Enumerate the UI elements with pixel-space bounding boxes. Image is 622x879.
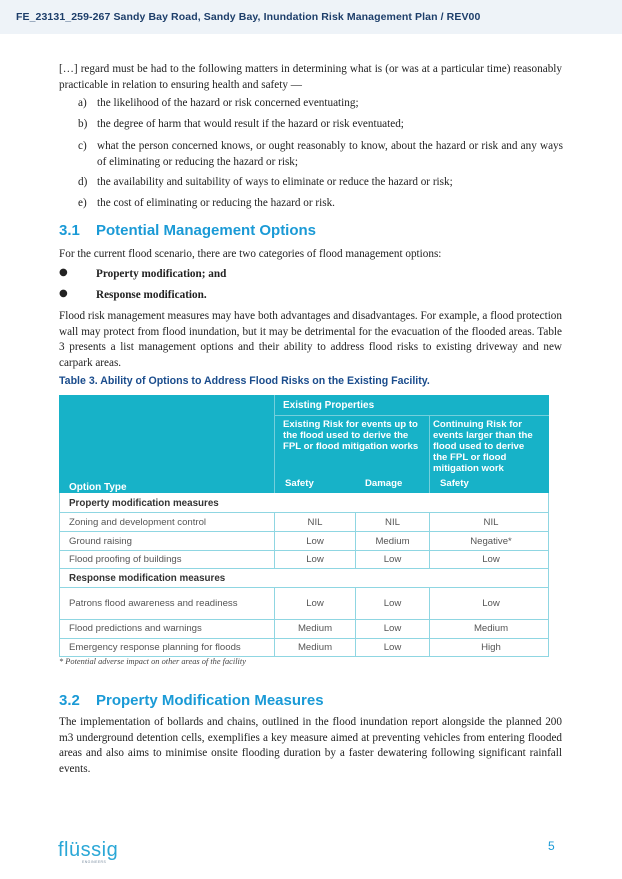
sub-header-line: flood used to derive [433,441,525,452]
list-marker: d) [78,176,88,188]
table-group-label: Property modification measures [69,498,219,509]
page-header-bar [0,0,622,34]
safety-cell: Medium [297,623,333,634]
damage-cell: Low [383,623,402,634]
table-border [59,493,60,657]
section-paragraph: The implementation of bollards and chains, outlined in the flood inundation report alongside the planned 200 m3 underground detention cells, exemplifies a key measure aimed at preventing vehicles from entering flooded areas and also aims to minimise onsite flooding duration by a faster dewatering following significant rainfall events. [59,716,562,775]
list-item [78,139,563,171]
sub-header-line: Continuing Risk for [433,419,522,430]
document-title: FE_23131_259-267 Sandy Bay Road, Sandy Bay, Inundation Risk Management Plan / REV00 [16,11,481,23]
continuing-safety-cell: Medium [473,623,509,634]
list-marker: e) [78,197,87,209]
continuing-safety-cell: NIL [483,517,499,528]
list-text: the availability and suitability of ways to eliminate or reduce the hazard or risk; [97,176,453,188]
sub-header-line: Existing Risk for events up to [283,419,418,430]
table-footnote: * Potential adverse impact on other areas of the facility [59,657,246,666]
sub-header-line: mitigation work [433,463,504,474]
list-item [78,117,563,133]
safety-cell: Medium [297,642,333,653]
intro-paragraph: […] regard must be had to the following matters in determining what is (or was at a particular time) reasonably practicable in relation to ensuring health and safety — [59,63,562,91]
sub-header-line: the flood used to derive the [283,430,409,441]
group-header: Existing Properties [283,400,375,411]
bullet-icon: ● [59,288,68,299]
damage-cell: NIL [385,517,400,528]
table-group-label: Response modification measures [69,573,226,584]
section-intro: For the current flood scenario, there are two categories of flood management options: [59,248,442,260]
option-cell: Flood proofing of buildings [69,554,182,565]
options-table [59,395,549,657]
company-logo: flüssig [58,839,119,861]
safety-cell: Low [306,554,324,565]
bullet-icon: ● [59,267,68,278]
section-number: 3.1 [59,222,80,239]
sub-header-line: events larger than the [433,430,533,441]
row-divider [59,512,549,513]
option-type-header: Option Type [69,482,127,493]
row-divider [59,550,549,551]
row-divider [59,619,549,620]
row-divider [59,531,549,532]
page-number: 5 [548,839,555,853]
list-marker: c) [78,140,87,152]
section-number: 3.2 [59,692,80,709]
list-text: the likelihood of the hazard or risk concerned eventuating; [97,97,359,109]
option-cell: Ground raising [69,536,132,547]
section-title: Property Modification Measures [96,692,324,709]
option-cell: Flood predictions and warnings [69,623,202,634]
option-cell: Zoning and development control [69,517,207,528]
header-divider [274,395,275,493]
safety-cell: NIL [307,517,323,528]
damage-cell: Low [383,598,402,609]
option-cell: Patrons flood awareness and readiness [69,598,238,609]
section-title: Potential Management Options [96,222,317,239]
sub-header-line: FPL or flood mitigation works [283,441,419,452]
sub-header-line: the FPL or flood [433,452,507,463]
company-logo-subtitle: ENGINEERS [82,860,107,864]
safety-header: Safety [440,478,469,489]
header-divider [429,415,430,493]
table-caption: Table 3. Ability of Options to Address Flood Risks on the Existing Facility. [59,375,430,387]
continuing-safety-cell: Low [482,554,500,565]
safety-cell: Low [306,598,324,609]
damage-cell: Low [383,642,402,653]
bullet-text: Response modification. [96,289,207,301]
damage-cell: Low [383,554,402,565]
list-item [78,196,563,212]
header-divider [274,415,549,416]
list-marker: a) [78,97,87,109]
safety-header: Safety [285,478,314,489]
damage-header: Damage [365,478,403,489]
list-item [78,175,563,191]
continuing-safety-cell: High [481,642,501,653]
row-divider [59,638,549,639]
continuing-safety-cell: Negative* [470,536,512,547]
row-divider [59,568,549,569]
list-item [78,96,563,112]
row-divider [59,587,549,588]
continuing-safety-cell: Low [482,598,500,609]
list-marker: b) [78,118,88,130]
bullet-text: Property modification; and [96,268,227,280]
section-paragraph: Flood risk management measures may have both advantages and disadvantages. For example, a flood protection wall may protect from flood inundation, but it may be detrimental for the evacuation of the flooded areas. Table 3 presents a list management options and their ability to address flood risks to existing driveway and new carpark areas. [59,310,562,369]
list-text: what the person concerned knows, or ought reasonably to know, about the hazard or risk and any ways of eliminating or reducing the hazard or risk; [97,140,563,168]
list-text: the cost of eliminating or reducing the hazard or risk. [97,197,335,209]
list-text: the degree of harm that would result if the hazard or risk eventuated; [97,118,404,130]
damage-cell: Medium [375,536,410,547]
safety-cell: Low [306,536,324,547]
option-cell: Emergency response planning for floods [69,642,241,653]
